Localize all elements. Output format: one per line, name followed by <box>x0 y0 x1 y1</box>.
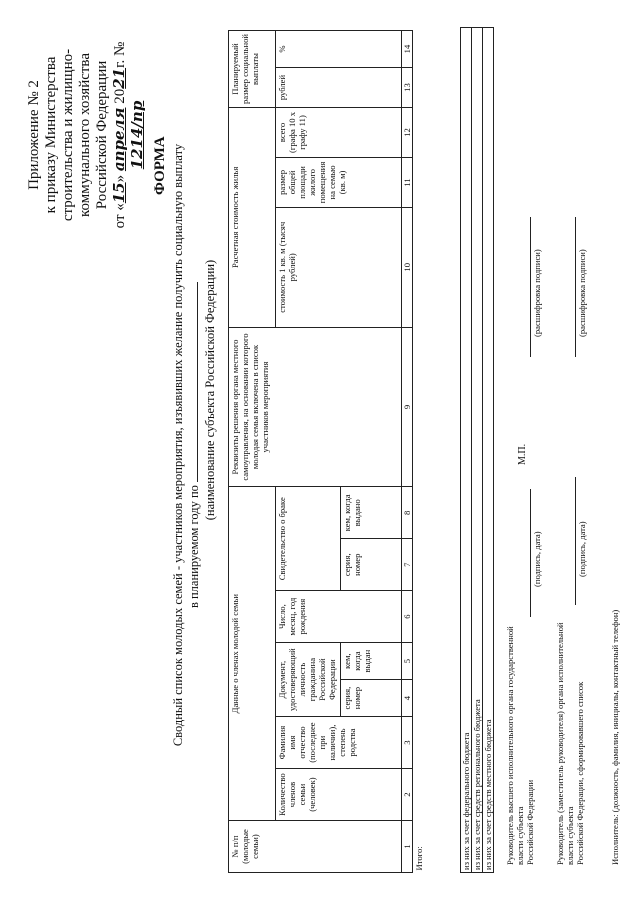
document-title <box>170 95 218 795</box>
header-cost-sqm: стоимость 1 кв. м (тысяч рублей) <box>276 207 402 327</box>
column-number: 9 <box>402 327 413 487</box>
decode-line <box>575 217 576 357</box>
column-number: 7 <box>402 539 413 591</box>
decode-caption: (расшифровка подписи) <box>577 249 587 337</box>
total-row <box>413 31 426 873</box>
header-area: размер общей площади жилого помещения на семью (кв. м) <box>276 157 402 207</box>
header-fio: Фамилия имя отчество (последнее при наличии), степень родства <box>276 717 402 769</box>
decode-caption: (расшифровка подписи) <box>532 249 542 337</box>
form-label: ФОРМА <box>152 136 168 195</box>
header-mar-issued: кем, когда выдано <box>341 487 402 539</box>
header-pct: % <box>276 31 402 68</box>
header-total: всего (графа 10 x графу 11) <box>276 108 402 158</box>
appendix-header <box>26 20 147 250</box>
seal-mark: М.П. <box>517 443 528 465</box>
date-year: 21 <box>110 67 128 89</box>
date-month: апреля <box>110 107 128 172</box>
header-birth: Число, месяц, год рождения <box>276 591 402 643</box>
header-line: коммунального хозяйства <box>77 53 93 217</box>
header-doc-issued: кем, когда выдан <box>341 643 402 680</box>
header-doc: Документ, удостоверяющий личность гражданина Российской Федерации <box>276 643 341 717</box>
header-marriage: Свидетельство о браке <box>276 487 341 591</box>
budget-row-regional: из них за счет средств регионального бюджета <box>471 27 483 873</box>
header-mar-series: серия, номер <box>341 539 402 591</box>
header-line: Российской Федерации <box>94 60 110 210</box>
budget-row-local: из них за счет средств местного бюджета <box>482 27 494 873</box>
header-line: строительства и жилищно- <box>60 48 76 222</box>
header-doc-series: серия, номер <box>341 680 402 717</box>
signature-line <box>530 489 531 617</box>
header-rub: рублей <box>276 68 402 108</box>
executor-line: Исполнитель: (должность, фамилия, инициалы, контактный телефон) <box>610 609 620 865</box>
column-number: 14 <box>402 31 413 68</box>
header-row-number: № п/п (молодые семьи) <box>229 821 402 873</box>
title-subtitle: (наименование субъекта Российской Федерации) <box>203 259 217 521</box>
header-count: Количество членов семьи (человек) <box>276 769 402 821</box>
header-payment: Планируемый размер социальной выплаты <box>229 31 276 108</box>
order-number: 1214/пр <box>128 100 146 170</box>
total-label: Итого: <box>413 31 426 873</box>
budget-row-federal: из них за счет федерального бюджета <box>460 27 472 873</box>
column-number: 2 <box>402 769 413 821</box>
sign-date-caption: (подпись, дата) <box>577 521 587 577</box>
families-table <box>228 30 425 873</box>
column-number: 13 <box>402 68 413 108</box>
decode-line <box>530 217 531 357</box>
signature-line <box>575 477 576 605</box>
head-executive-label: Руководитель высшего исполнительного органа государственной власти субъекта Российской Федерации <box>505 626 535 865</box>
header-cost: Расчетная стоимость жилья <box>229 108 276 328</box>
column-number-row <box>402 31 413 873</box>
title-line-2: в планируемом году по <box>186 95 202 795</box>
header-members: Данные о членах молодой семьи <box>229 487 276 821</box>
header-decision: Реквизиты решения органа местного самоуправления, на основании которого молодая семья включена в список участников мероприятия <box>229 327 402 487</box>
column-number: 8 <box>402 487 413 539</box>
column-number: 4 <box>402 680 413 717</box>
title-line-1: Сводный список молодых семей - участников мероприятия, изъявивших желание получить социальную выплату <box>171 143 185 747</box>
order-date-line: от «15» апреля 2021г. № 1214/пр <box>110 41 146 229</box>
date-day: 15 <box>110 182 128 204</box>
header-line: к приказу Министерства <box>43 56 59 214</box>
column-number: 12 <box>402 108 413 158</box>
column-number: 6 <box>402 591 413 643</box>
sign-date-caption: (подпись, дата) <box>532 531 542 587</box>
appendix-number: Приложение № 2 <box>26 80 42 190</box>
head-organ-label: Руководитель (заместитель руководителя) органа исполнительной власти субъекта Российской Федерации, сформировавшего список <box>555 622 585 865</box>
column-number: 1 <box>402 821 413 873</box>
column-number: 5 <box>402 643 413 680</box>
column-number: 11 <box>402 157 413 207</box>
column-number: 10 <box>402 207 413 327</box>
column-number: 3 <box>402 717 413 769</box>
